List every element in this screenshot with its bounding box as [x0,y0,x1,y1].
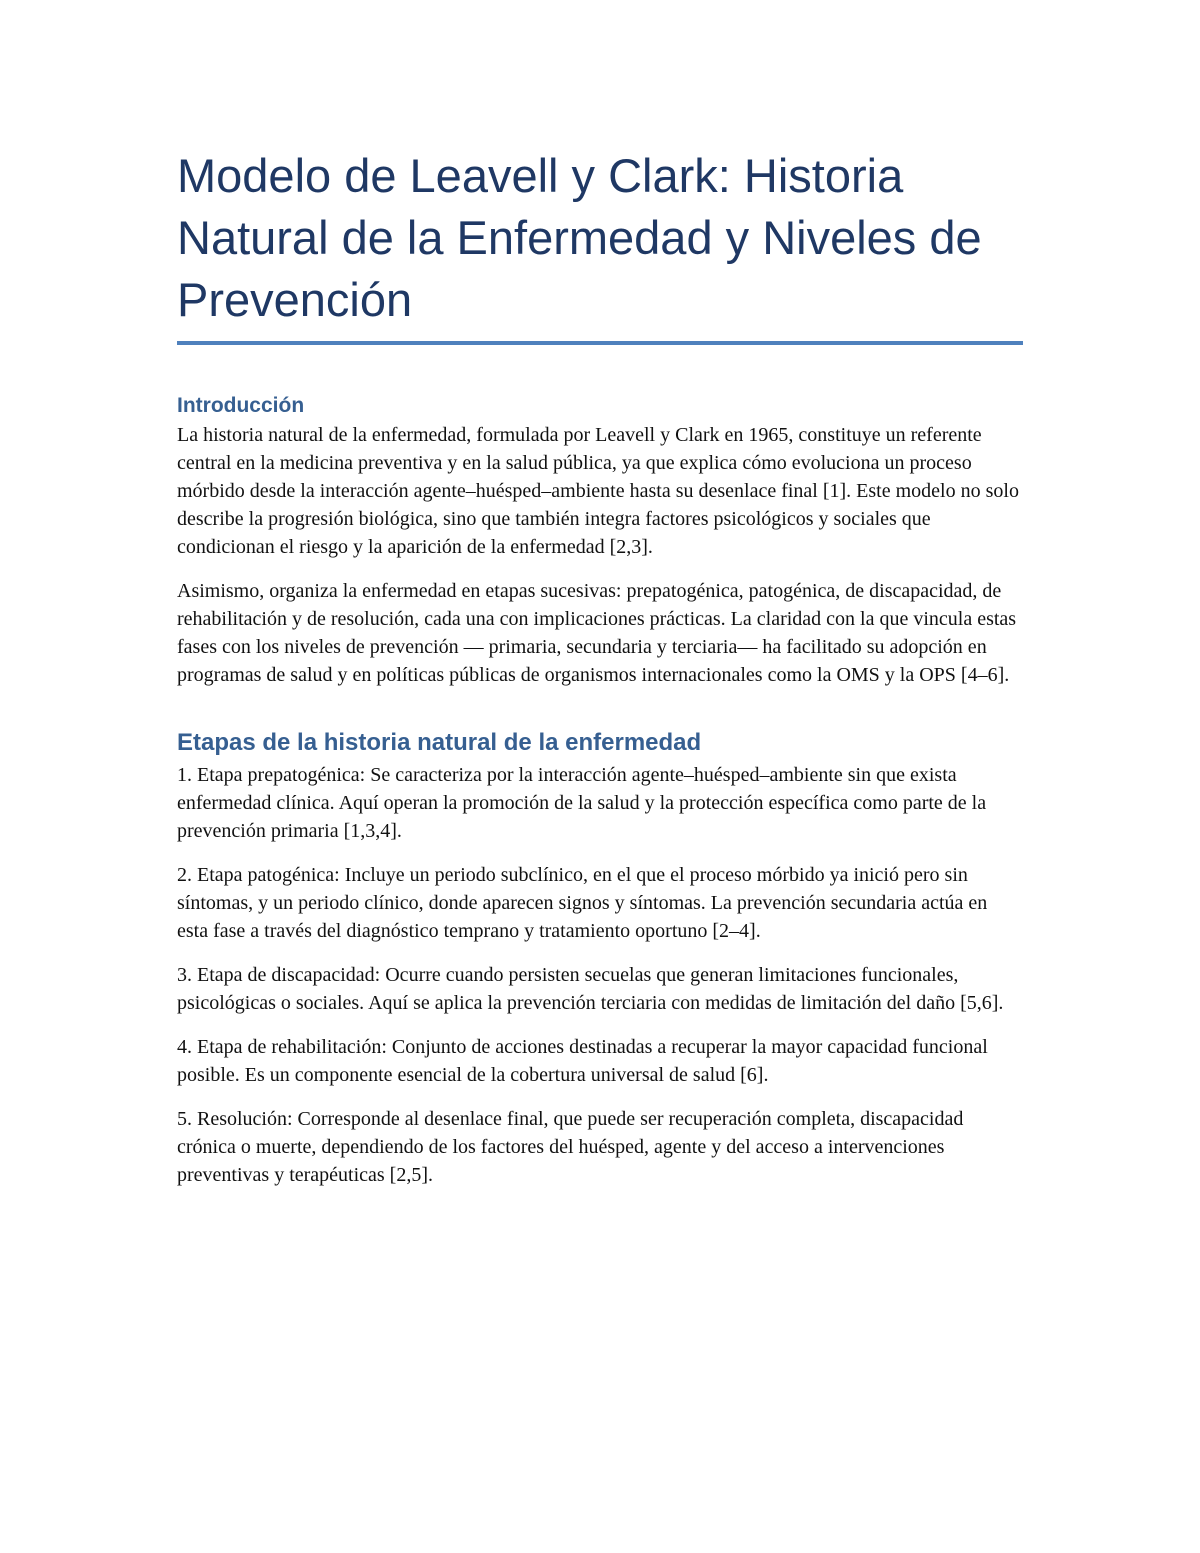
stages-section [177,727,1023,1189]
stage-item-resolucion: 5. Resolución: Corresponde al desenlace final, que puede ser recuperación completa, discapacidad crónica o muerte, dependiendo de los factores del huésped, agente y del acceso a intervenciones preventivas y terapéuticas [2,5]. [177,1108,964,1186]
title-divider [177,341,1023,345]
stage-item-patogenica: 2. Etapa patogénica: Incluye un periodo subclínico, en el que el proceso mórbido ya inició pero sin síntomas, y un periodo clínico, donde aparecen signos y síntomas. La prevención secundaria actúa en esta fase a través del diagnóstico temprano y tratamiento oportuno [2–4]. [177,864,988,942]
intro-heading: Introducción [177,394,305,417]
intro-paragraph-1: La historia natural de la enfermedad, formulada por Leavell y Clark en 1965, constituye un referente central en la medicina preventiva y en la salud pública, ya que explica cómo evoluciona un proceso mórbido desde la interacción agente–huésped–ambiente hasta su desenlace final [1]. Este modelo no solo describe la progresión biológica, sino que también integra factores psicológicos y sociales que condicionan el riesgo y la aparición de la enfermedad [2,3]. [177,424,1019,558]
document-title: Modelo de Leavell y Clark: Historia Natural de la Enfermedad y Niveles de Prevención [177,149,982,326]
document-page [177,145,1023,1205]
stage-item-prepatogenica: 1. Etapa prepatogénica: Se caracteriza por la interacción agente–huésped–ambiente sin que exista enfermedad clínica. Aquí operan la promoción de la salud y la protección específica como parte de la prevención primaria [1,3,4]. [177,764,987,842]
intro-paragraph-2: Asimismo, organiza la enfermedad en etapas sucesivas: prepatogénica, patogénica, de discapacidad, de rehabilitación y de resolución, cada una con implicaciones prácticas. La claridad con la que vincula estas fases con los niveles de prevención — primaria, secundaria y terciaria— ha facilitado su adopción en programas de salud y en políticas públicas de organismos internacionales como la OMS y la OPS [4–6]. [177,580,1017,686]
stages-heading: Etapas de la historia natural de la enfermedad [177,729,702,756]
stage-item-discapacidad: 3. Etapa de discapacidad: Ocurre cuando persisten secuelas que generan limitaciones funcionales, psicológicas o sociales. Aquí se aplica la prevención terciaria con medidas de limitación del daño [5,6]. [177,964,1004,1014]
stage-item-rehabilitacion: 4. Etapa de rehabilitación: Conjunto de acciones destinadas a recuperar la mayor capacidad funcional posible. Es un componente esencial de la cobertura universal de salud [6]. [177,1036,988,1086]
intro-section [177,391,1023,689]
